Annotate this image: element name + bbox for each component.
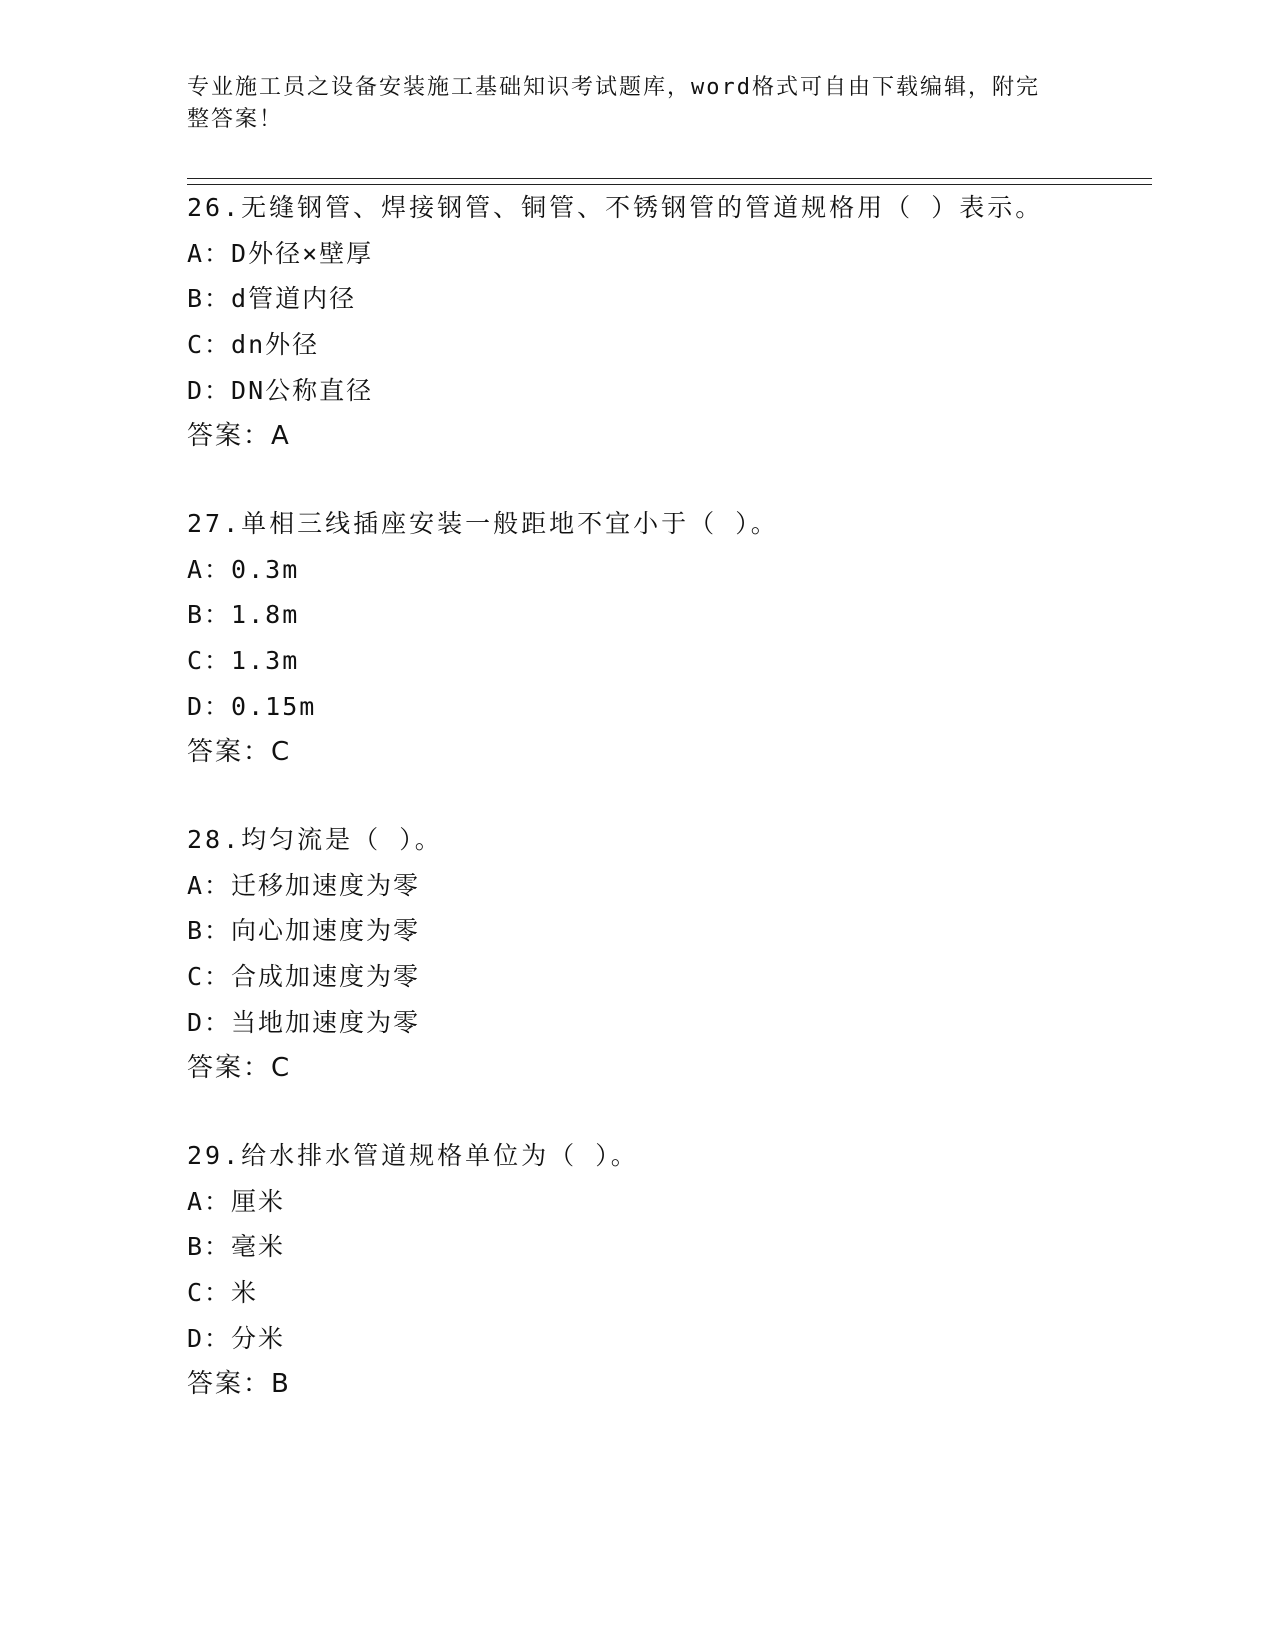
option-c: C：米 (187, 1278, 259, 1308)
question-block-27 (187, 501, 1147, 775)
question-stem: 26.无缝钢管、焊接钢管、铜管、不锈钢管的管道规格用（ ）表示。 (187, 193, 1044, 222)
header-line-2: 整答案！ (187, 107, 284, 132)
option-a: A：D外径×壁厚 (187, 238, 374, 268)
option-a: A：厘米 (187, 1186, 286, 1216)
header-line-1: 专业施工员之设备安装施工基础知识考试题库，word格式可自由下载编辑，附完 (187, 75, 1040, 100)
option-d: D：分米 (187, 1323, 286, 1353)
option-d: D：0.15m (187, 691, 317, 721)
document-header (187, 72, 1067, 136)
question-block-26 (187, 185, 1147, 459)
question-block-29 (187, 1133, 1147, 1407)
answer-label: 答案：A (187, 420, 291, 451)
question-stem: 27.单相三线插座安装一般距地不宜小于（ ）。 (187, 509, 779, 538)
option-b: B：d管道内径 (187, 284, 357, 314)
option-c: C：dn外径 (187, 330, 320, 360)
option-d: D：DN公称直径 (187, 375, 374, 405)
answer-label: 答案：B (187, 1368, 291, 1399)
option-a: A：0.3m (187, 554, 300, 584)
header-divider-top (187, 178, 1152, 179)
answer-label: 答案：C (187, 736, 292, 767)
question-block-28 (187, 817, 1147, 1091)
option-b: B：1.8m (187, 600, 300, 630)
option-d: D：当地加速度为零 (187, 1007, 421, 1037)
option-b: B：毫米 (187, 1232, 286, 1262)
question-stem: 29.给水排水管道规格单位为（ ）。 (187, 1141, 639, 1170)
option-b: B：向心加速度为零 (187, 916, 421, 946)
question-stem: 28.均匀流是（ ）。 (187, 825, 443, 854)
option-a: A：迁移加速度为零 (187, 870, 421, 900)
option-c: C：合成加速度为零 (187, 962, 421, 992)
option-c: C：1.3m (187, 646, 300, 676)
answer-label: 答案：C (187, 1052, 292, 1083)
